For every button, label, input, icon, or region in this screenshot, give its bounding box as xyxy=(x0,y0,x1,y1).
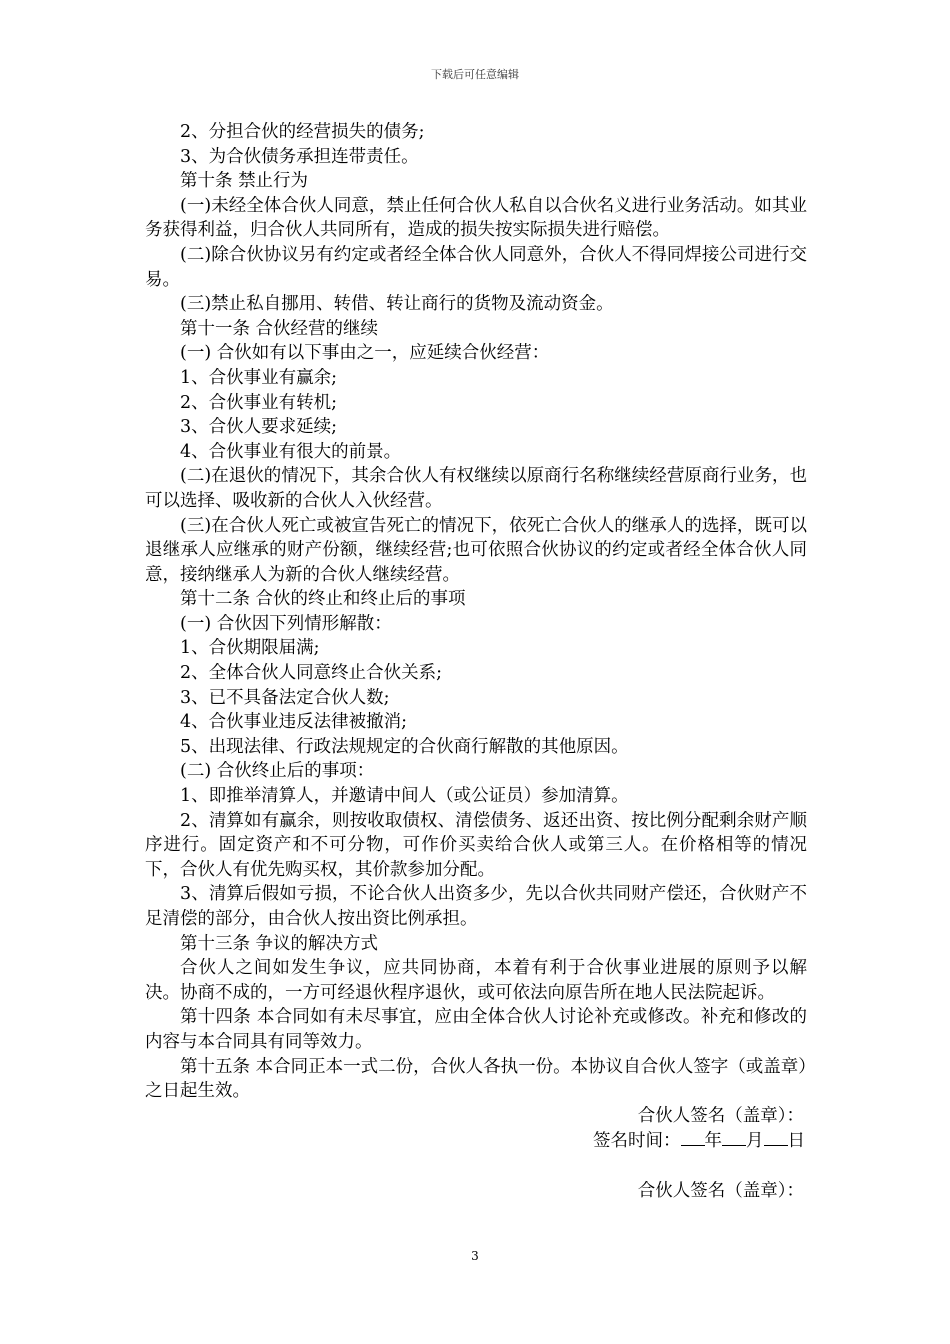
paragraph: 第十四条 本合同如有未尽事宜，应由全体合伙人讨论补充或修改。补充和修改的内容与本合同具有同等效力。 xyxy=(145,1007,807,1052)
paragraph: 2、分担合伙的经营损失的债务; xyxy=(180,122,425,142)
paragraph: 第十五条 本合同正本一式二份，合伙人各执一份。本协议自合伙人签字（或盖章）之日起生效。 xyxy=(145,1056,807,1102)
paragraph: 合伙人之间如发生争议，应共同协商，本着有利于合伙事业进展的原则予以解决。协商不成的，一方可经退伙程序退伙，或可依法向原告所在地人民法院起诉。 xyxy=(145,958,807,1003)
paragraph: 1、合伙期限届满; xyxy=(180,638,320,659)
paragraph: (二) 合伙终止后的事项： xyxy=(180,761,375,782)
signature-time-prefix: 签名时间： xyxy=(593,1131,681,1152)
article-heading: 第十二条 合伙的终止和终止后的事项 xyxy=(180,589,466,610)
day-label: 日 xyxy=(787,1131,805,1152)
paragraph: 2、清算如有赢余，则按收取债权、清偿债务、返还出资、按比例分配剩余财产顺序进行。固定资产和不可分物，可作价买卖给合伙人或第三人。在价格相等的情况下，合伙人有优先购买权，其价款参加分配。 xyxy=(145,810,807,880)
signature-date-line xyxy=(145,1128,807,1154)
paragraph: (二)在退伙的情况下，其余合伙人有权继续以原商行名称继续经营原商行业务，也可以选择、吸收新的合伙人入伙经营。 xyxy=(145,466,807,511)
page-number: 3 xyxy=(471,1249,479,1263)
paragraph: 3、为合伙债务承担连带责任。 xyxy=(180,146,419,167)
paragraph: 3、清算后假如亏损，不论合伙人出资多少，先以合伙共同财产偿还，合伙财产不足清偿的部分，由合伙人按出资比例承担。 xyxy=(145,884,807,929)
year-label: 年 xyxy=(704,1131,722,1152)
document-body xyxy=(145,120,807,1203)
paragraph: (二)除合伙协议另有约定或者经全体合伙人同意外，合伙人不得同焊接公司进行交易。 xyxy=(145,244,807,290)
paragraph: (三)在合伙人死亡或被宣告死亡的情况下，依死亡合伙人的继承人的选择，既可以退继承人应继承的财产份额，继续经营;也可依照合伙协议的约定或者经全体合伙人同意，接纳继承人为新的合伙人继续经营。 xyxy=(145,515,807,585)
paragraph: 2、合伙事业有转机; xyxy=(180,392,338,413)
page-header: 下载后可任意编辑 xyxy=(431,68,519,81)
paragraph: (一) 合伙如有以下事由之一，应延续合伙经营： xyxy=(180,343,550,364)
paragraph: 2、全体合伙人同意终止合伙关系; xyxy=(180,663,443,684)
article-heading: 第十三条 争议的解决方式 xyxy=(180,933,379,954)
paragraph: 1、即推举清算人，并邀请中间人（或公证员）参加清算。 xyxy=(180,786,629,807)
day-blank xyxy=(764,1128,788,1146)
signature-label: 合伙人签名（盖章）： xyxy=(637,1180,804,1201)
paragraph: (三)禁止私自挪用、转借、转让商行的货物及流动资金。 xyxy=(180,294,614,315)
month-label: 月 xyxy=(746,1131,764,1152)
article-heading: 第十条 禁止行为 xyxy=(180,171,309,192)
paragraph: 3、合伙人要求延续; xyxy=(180,417,338,438)
paragraph: 3、已不具备法定合伙人数; xyxy=(180,687,390,708)
year-blank xyxy=(681,1128,705,1146)
paragraph: (一) 合伙因下列情形解散： xyxy=(180,613,392,634)
article-heading: 第十一条 合伙经营的继续 xyxy=(180,318,379,339)
paragraph: 4、合伙事业违反法律被撤消; xyxy=(180,712,408,733)
signature-label: 合伙人签名（盖章）： xyxy=(637,1105,804,1126)
spacer xyxy=(145,1154,807,1179)
paragraph: 5、出现法律、行政法规规定的合伙商行解散的其他原因。 xyxy=(180,736,629,757)
paragraph: (一)未经全体合伙人同意，禁止任何合伙人私自以合伙名义进行业务活动。如其业务获得利益，归合伙人共同所有，造成的损失按实际损失进行赔偿。 xyxy=(145,195,807,241)
month-blank xyxy=(722,1128,746,1146)
paragraph: 4、合伙事业有很大的前景。 xyxy=(180,441,402,462)
paragraph: 1、合伙事业有赢余; xyxy=(180,367,338,388)
